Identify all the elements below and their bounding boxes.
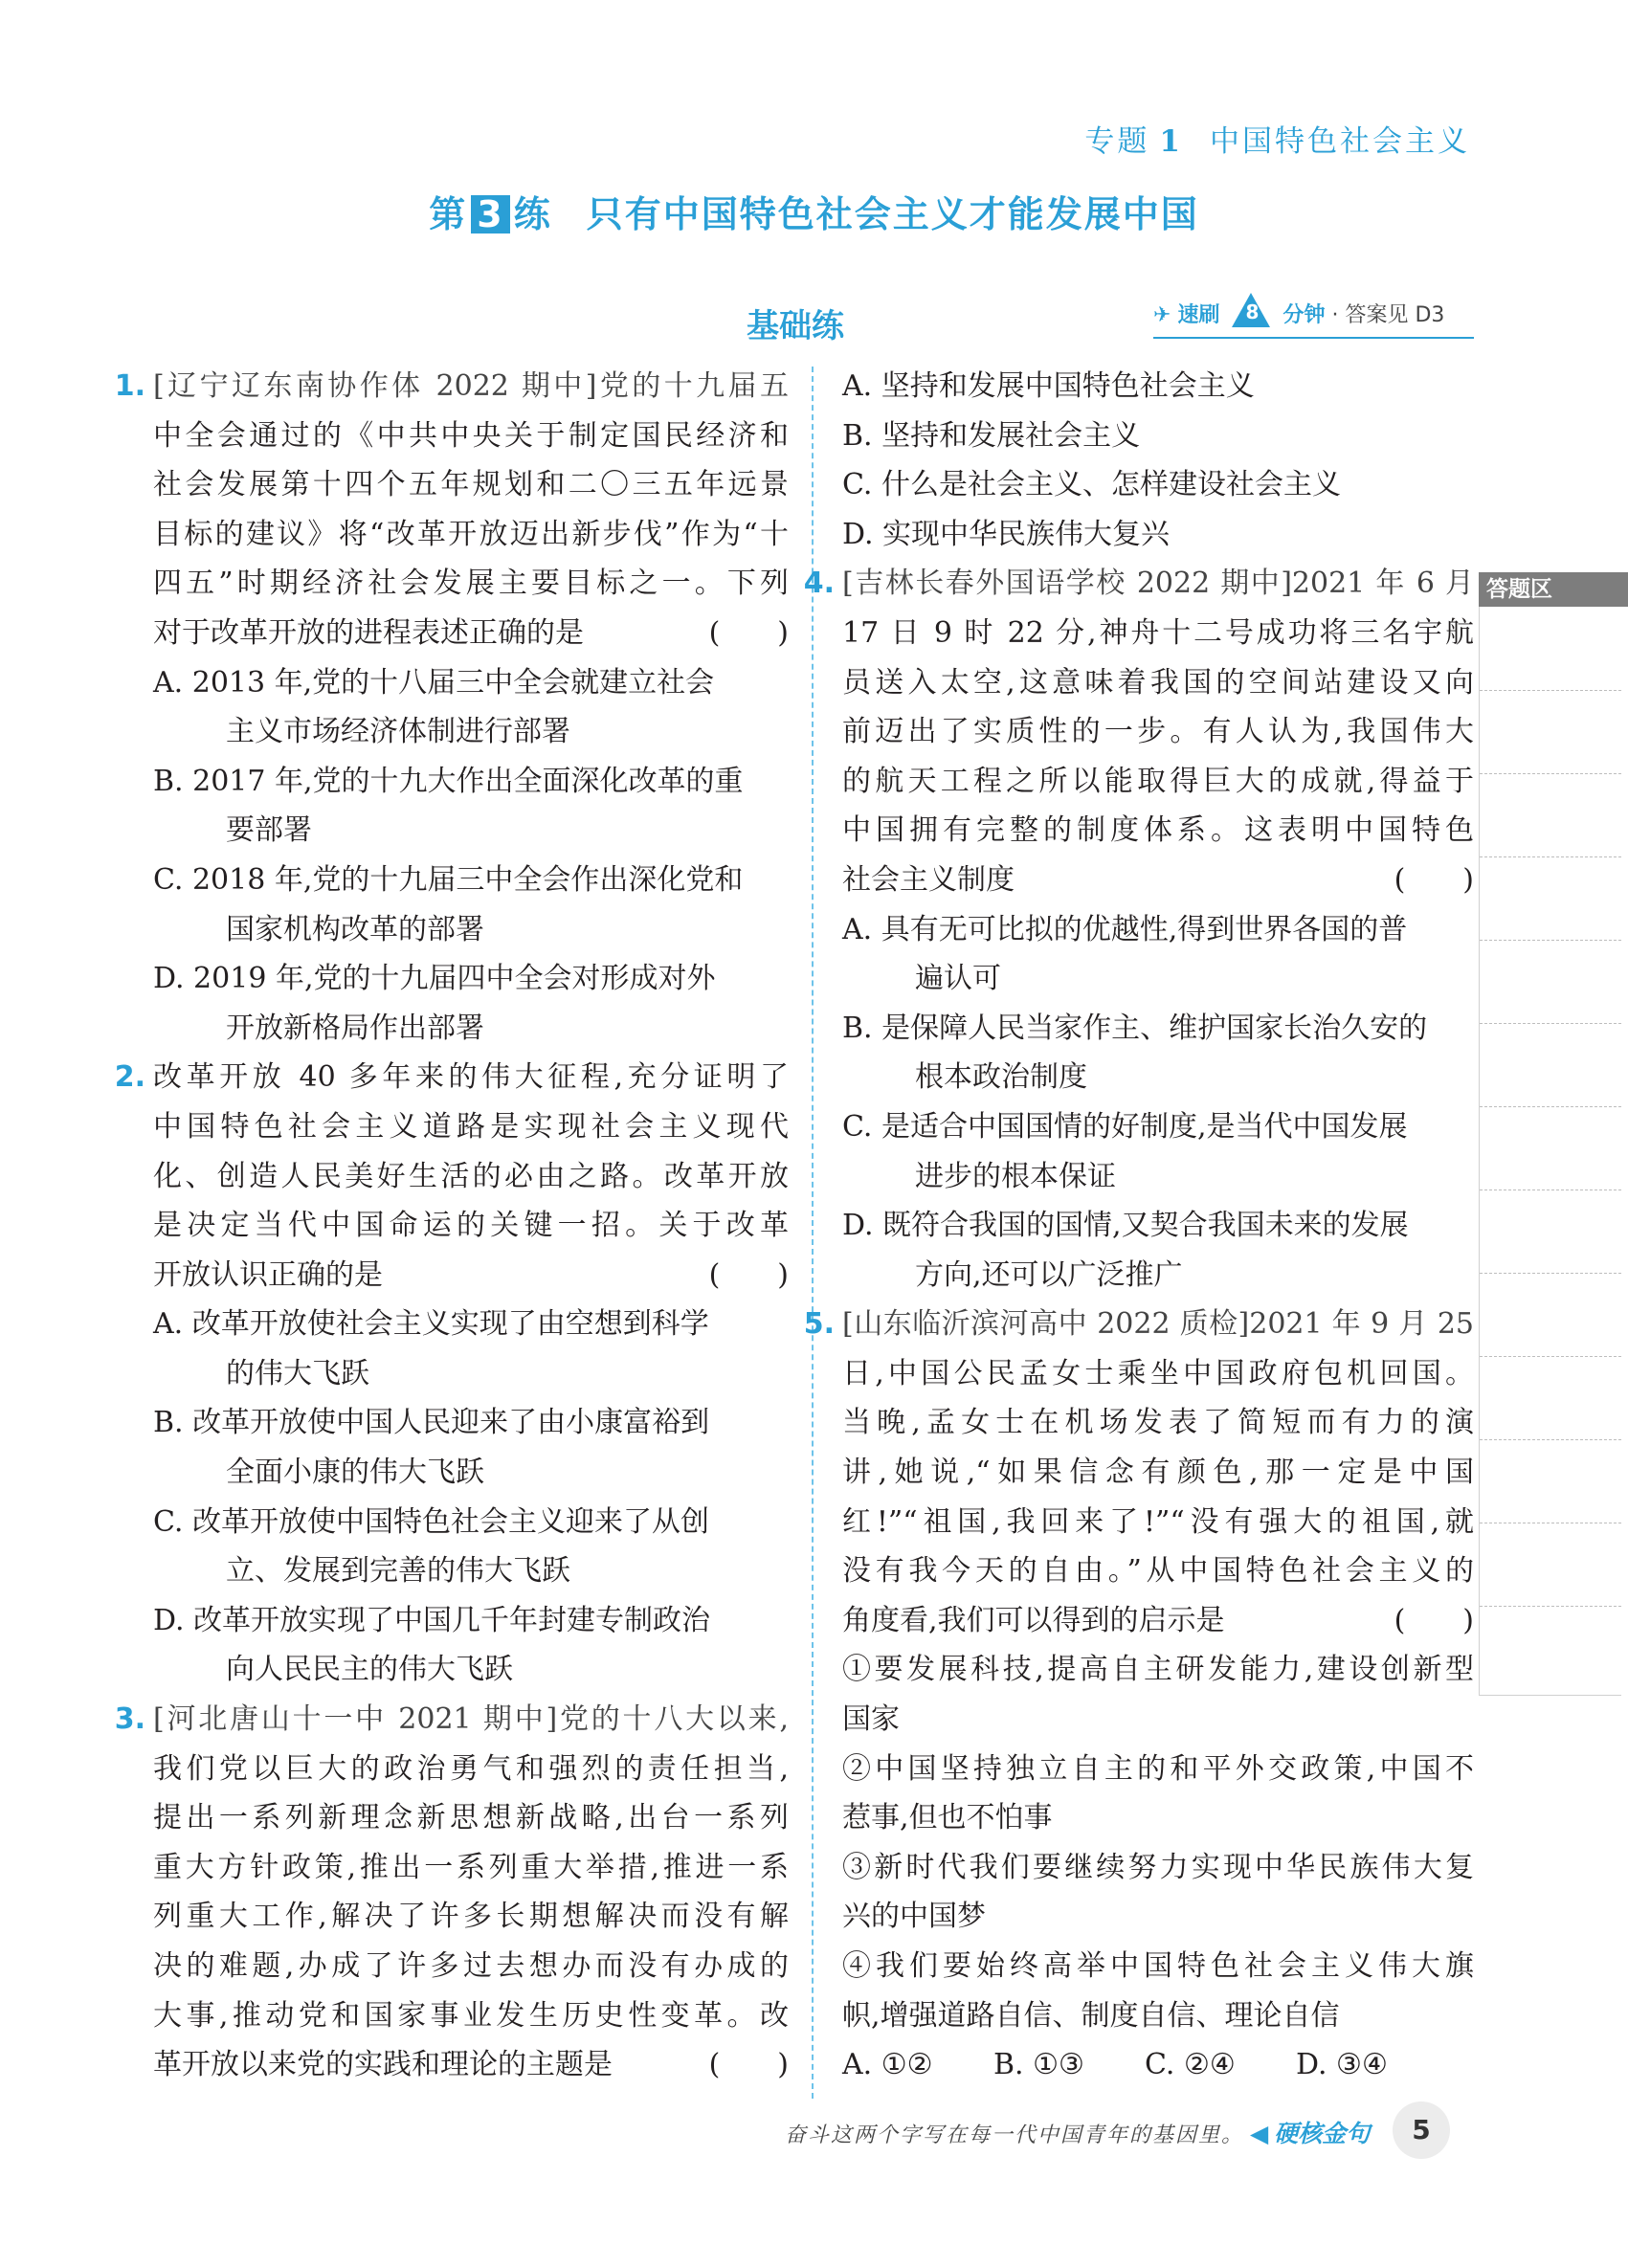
question-1 [114, 362, 789, 1053]
lesson-prefix: 第 [429, 193, 468, 235]
answer-line [1480, 1106, 1621, 1107]
option-d[interactable]: D. 既符合我国的国情,又契合我国未来的发展 方向,还可以广泛推广 [842, 1209, 1409, 1292]
answer-parentheses: ( ) [708, 1257, 789, 1292]
option-a[interactable]: A. 改革开放使社会主义实现了由空想到科学 的伟大飞跃 [153, 1307, 709, 1390]
question-line: 目标的建议》将“改革开放迈出新步伐”作为“十 [153, 517, 789, 551]
question-line: 社会发展第十四个五年规划和二〇三五年远景 [153, 468, 789, 502]
question-line: 角度看,我们可以得到的启示是 ( ) [842, 1596, 1474, 1646]
choice-d[interactable]: D. ③④ [1296, 2048, 1388, 2082]
answer-line [1480, 856, 1621, 857]
question-5 [803, 1300, 1474, 2090]
question-line: 中国拥有完整的制度体系。这表明中国特色 [842, 813, 1474, 848]
answer-line [1480, 1356, 1621, 1357]
question-line: 当晚,孟女士在机场发表了简短而有力的演 [842, 1406, 1474, 1440]
answer-choices [842, 2040, 1474, 2090]
option-b[interactable]: B. 是保障人民当家作主、维护国家长治久安的 根本政治制度 [842, 1011, 1428, 1095]
option-d[interactable]: D. 2019 年,党的十九届四中全会对形成对外 开放新格局作出部署 [153, 962, 716, 1045]
arrow-left-icon: ◀ [1250, 2120, 1269, 2147]
answer-parentheses: ( ) [708, 2048, 789, 2082]
question-line: 红!”“祖国,我回来了!”“没有强大的祖国,就 [842, 1504, 1474, 1539]
right-column [803, 362, 1474, 2090]
answer-line [1480, 940, 1621, 941]
question-line: 中国特色社会主义道路是实现社会主义现代 [153, 1109, 789, 1144]
quote-tag-label: 硬核金句 [1274, 2120, 1371, 2147]
statement-4-cont: 帜,增强道路自信、制度自信、理论自信 [842, 1998, 1340, 2033]
question-number: 1. [114, 369, 145, 403]
column-divider [812, 367, 814, 2099]
question-line: [山东临沂滨河高中 2022 质检]2021 年 9 月 25 [842, 1307, 1474, 1342]
topic-number: 1 [1159, 124, 1183, 159]
question-line: 化、创造人民美好生活的必由之路。改革开放 [153, 1159, 789, 1193]
question-line: [辽宁辽东南协作体 2022 期中]党的十九届五 [153, 369, 789, 403]
page-number: 5 [1393, 2101, 1450, 2159]
option-c[interactable]: C. 是适合中国国情的好制度,是当代中国发展 进步的根本保证 [842, 1109, 1408, 1193]
option-c[interactable]: C. 什么是社会主义、怎样建设社会主义 [842, 468, 1341, 502]
question-line: 员送入太空,这意味着我国的空间站建设又向 [842, 665, 1474, 700]
topic-title: 中国特色社会主义 [1210, 124, 1470, 159]
question-line: 的航天工程之所以能取得巨大的成就,得益于 [842, 764, 1474, 798]
question-line: 我们党以巨大的政治勇气和强烈的责任担当, [153, 1751, 789, 1786]
question-line: 革开放以来党的实践和理论的主题是 ( ) [153, 2040, 789, 2090]
answer-parentheses: ( ) [1394, 1603, 1474, 1637]
section-title: 基础练 [747, 307, 844, 345]
question-number: 2. [114, 1060, 145, 1095]
answer-line [1480, 1023, 1621, 1024]
option-d[interactable]: D. 实现中华民族伟大复兴 [842, 517, 1171, 551]
answer-area[interactable] [1479, 607, 1621, 1696]
statement-2: ②中国坚持独立自主的和平外交政策,中国不 [842, 1751, 1474, 1786]
statement-3: ③新时代我们要继续努力实现中华民族伟大复 [842, 1850, 1474, 1884]
question-line: 重大方针政策,推出一系列重大举措,推进一系 [153, 1850, 789, 1884]
question-line: 讲,她说,“如果信念有颜色,那一定是中国 [842, 1456, 1474, 1490]
question-4 [803, 559, 1474, 1300]
question-line: [吉林长春外国语学校 2022 期中]2021 年 6 月 [842, 567, 1474, 601]
question-line: 是决定当代中国命运的关键一招。关于改革 [153, 1209, 789, 1243]
speed-minutes: 8 [1245, 300, 1260, 323]
answer-line [1480, 1439, 1621, 1440]
lesson-number-box: 3 [471, 195, 509, 233]
question-3-options [842, 362, 1474, 559]
question-line: [河北唐山十一中 2021 期中]党的十八大以来, [153, 1702, 789, 1737]
question-line: 改革开放 40 多年来的伟大征程,充分证明了 [153, 1060, 789, 1095]
question-number: 3. [114, 1702, 145, 1737]
option-b[interactable]: B. 2017 年,党的十九大作出全面深化改革的重 要部署 [153, 764, 744, 848]
statement-1: ①要发展科技,提高自主研发能力,建设创新型 [842, 1653, 1474, 1687]
choice-c[interactable]: C. ②④ [1145, 2048, 1236, 2082]
speed-badge [1153, 299, 1474, 339]
rocket-icon: ✈ [1153, 303, 1171, 327]
question-line: 17 日 9 时 22 分,神舟十二号成功将三名宇航 [842, 615, 1474, 650]
answer-parentheses: ( ) [708, 615, 789, 650]
answer-area-label: 答题区 [1479, 572, 1628, 607]
question-line: 决的难题,办成了许多过去想办而没有办成的 [153, 1949, 789, 1983]
question-line: 对于改革开放的进程表述正确的是 ( ) [153, 609, 789, 658]
quote-tag [1250, 2115, 1370, 2149]
option-c[interactable]: C. 2018 年,党的十九届三中全会作出深化党和 国家机构改革的部署 [153, 862, 744, 946]
left-column [114, 362, 789, 2090]
answer-line [1480, 690, 1621, 691]
question-line: 社会主义制度 ( ) [842, 856, 1474, 905]
statement-2-cont: 惹事,但也不怕事 [842, 1801, 1053, 1835]
option-b[interactable]: B. 改革开放使中国人民迎来了由小康富裕到 全面小康的伟大飞跃 [153, 1406, 710, 1490]
question-line: 没有我今天的自由。”从中国特色社会主义的 [842, 1554, 1474, 1589]
question-2 [114, 1053, 789, 1695]
question-line: 提出一系列新理念新思想新战略,出台一系列 [153, 1801, 789, 1835]
statement-1-cont: 国家 [842, 1702, 900, 1737]
choice-a[interactable]: A. ①② [842, 2048, 933, 2082]
answer-line [1480, 1273, 1621, 1274]
question-line: 列重大工作,解决了许多长期想解决而没有解 [153, 1900, 789, 1934]
answer-line [1480, 773, 1621, 774]
answer-parentheses: ( ) [1394, 862, 1474, 897]
answer-line [1480, 1606, 1621, 1607]
question-3 [114, 1695, 789, 2090]
lesson-title-text: 只有中国特色社会主义才能发展中国 [586, 193, 1199, 235]
question-line: 四五”时期经济社会发展主要目标之一。下列 [153, 567, 789, 601]
question-line: 前迈出了实质性的一步。有人认为,我国伟大 [842, 715, 1474, 749]
option-a[interactable]: A. 坚持和发展中国特色社会主义 [842, 369, 1255, 403]
question-number: 5. [803, 1307, 835, 1342]
question-line: 中全会通过的《中共中央关于制定国民经济和 [153, 418, 789, 453]
question-line: 日,中国公民孟女士乘坐中国政府包机回国。 [842, 1356, 1474, 1390]
speed-label: 速刷 [1177, 303, 1220, 327]
lesson-title [0, 185, 1628, 237]
choice-b[interactable]: B. ①③ [993, 2048, 1084, 2082]
question-line: 开放认识正确的是 ( ) [153, 1251, 789, 1301]
option-a[interactable]: A. 具有无可比拟的优越性,得到世界各国的普 遍认可 [842, 912, 1408, 996]
statement-3-cont: 兴的中国梦 [842, 1900, 986, 1934]
topic-header [1084, 117, 1470, 160]
footer-quote: 奋斗这两个字写在每一代中国青年的基因里。 [785, 2123, 1245, 2147]
topic-label: 专题 [1084, 124, 1150, 159]
statement-4: ④我们要始终高举中国特色社会主义伟大旗 [842, 1949, 1474, 1983]
option-b[interactable]: B. 坚持和发展社会主义 [842, 418, 1141, 453]
answer-reference: · 答案见 D3 [1331, 303, 1445, 327]
lesson-suffix: 练 [513, 193, 552, 235]
question-number: 4. [803, 567, 835, 601]
option-d[interactable]: D. 改革开放实现了中国几千年封建专制政治 向人民民主的伟大飞跃 [153, 1603, 711, 1687]
speed-unit: 分钟 [1282, 303, 1326, 327]
option-a[interactable]: A. 2013 年,党的十八届三中全会就建立社会 主义市场经济体制进行部署 [153, 665, 715, 749]
question-line: 大事,推动党和国家事业发生历史性变革。改 [153, 1998, 789, 2033]
option-c[interactable]: C. 改革开放使中国特色社会主义迎来了从创 立、发展到完善的伟大飞跃 [153, 1504, 709, 1589]
triangle-icon [1232, 293, 1270, 327]
